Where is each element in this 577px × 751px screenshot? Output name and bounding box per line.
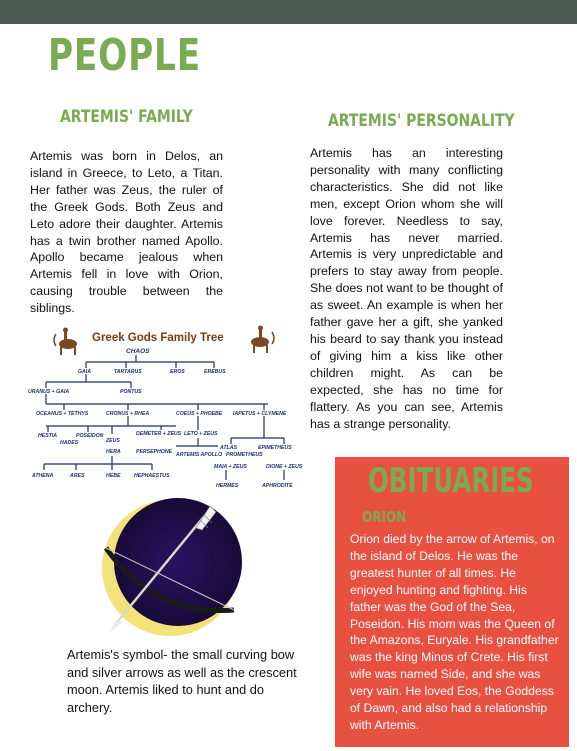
tree-node-iapetus-clymene: IAPETUS + CLYMENE bbox=[233, 411, 287, 417]
tree-node-aphrodite: APHRODITE bbox=[262, 483, 293, 489]
tree-node-hera: HERA bbox=[106, 449, 121, 455]
tree-node-ares: ARES bbox=[70, 473, 85, 479]
tree-node-eros: EROS bbox=[170, 369, 185, 375]
personality-text: Artemis has an interesting personality with many conflicting characteristics. She did not like men, except Orion whom she will love forever. Needless to say, Artemis has never married. Artemis is very unpredictable and prefers to stay away from people. She does not want to be thought of as sweet. An example is when her father gave her a gift, she yanked his beard to say thank you instead of giving him a kiss like other children might. As can be expected, she has no time for flattery. As you can see, Artemis has a strange personality. bbox=[310, 146, 503, 431]
obituaries-text: Orion died by the arrow of Artemis, on the island of Delos. He was the greatest hunter of all times. He enjoyed hunting and fighting. His father was the God of the Sea, Poseidon. His mom was the Queen of the Amazons, Euryale. His grandfather was the king Minos of Crete. His first wife was named Side, and she was very vain. He loved Eos, the Goddess of Dawn, and also had a relationship with Artemis. bbox=[350, 532, 559, 732]
tree-node-epimetheus: EPIMETHEUS bbox=[258, 445, 292, 451]
family-heading: ARTEMIS' FAMILY bbox=[60, 107, 193, 127]
tree-node-uranus-gaia: URANUS + GAIA bbox=[28, 389, 70, 395]
tree-node-zeus: ZEUS bbox=[106, 438, 120, 444]
tree-node-hephaestus: HEPHAESTUS bbox=[134, 473, 170, 479]
tree-node-persephone: PERSEPHONE bbox=[136, 449, 173, 455]
tree-node-maia-zeus: MAIA + ZEUS bbox=[214, 464, 247, 470]
obituaries-subtitle: ORION bbox=[362, 508, 407, 526]
tree-node-hebe: HEBE bbox=[106, 473, 121, 479]
tree-node-cronus-rhea: CRONUS + RHEA bbox=[106, 411, 150, 417]
tree-node-chaos: CHAOS bbox=[126, 348, 150, 355]
tree-node-hades: HADES bbox=[60, 440, 79, 446]
artemis-symbol-image bbox=[84, 498, 248, 638]
centaur-left-icon bbox=[54, 328, 77, 356]
tree-node-pontus: PONTUS bbox=[120, 389, 142, 395]
family-tree-image bbox=[26, 322, 303, 494]
tree-node-gaia: GAIA bbox=[78, 369, 91, 375]
tree-node-demeter-zeus: DEMETER + ZEUS bbox=[136, 431, 182, 437]
page-title: PEOPLE bbox=[48, 30, 201, 81]
tree-node-athena: ATHENA bbox=[32, 473, 54, 479]
family-tree-title: Greek Gods Family Tree bbox=[92, 332, 224, 344]
symbol-caption: Artemis's symbol- the small curving bow and silver arrows as well as the crescent moon. Artemis liked to hunt and do archery. bbox=[67, 647, 297, 715]
personality-heading: ARTEMIS' PERSONALITY bbox=[328, 111, 515, 131]
tree-node-tartarus: TARTARUS bbox=[114, 369, 142, 375]
tree-node-atlas: ATLAS bbox=[220, 445, 237, 451]
tree-node-oceanus-tethys: OCEANUS + TETHYS bbox=[36, 411, 89, 417]
tree-node-coeus-phoebe: COEUS + PHOEBE bbox=[176, 411, 223, 417]
tree-node-dione-zeus: DIONE + ZEUS bbox=[266, 464, 303, 470]
tree-node-leto-zeus: LETO + ZEUS bbox=[184, 431, 218, 437]
tree-node-erebus: EREBUS bbox=[204, 369, 226, 375]
tree-node-poseidon: POSEIDON bbox=[76, 433, 104, 439]
obituaries-title: OBITUARIES bbox=[368, 461, 534, 501]
family-text: Artemis was born in Delos, an island in Greece, to Leto, a Titan. Her father was Zeus, the ruler of the Greek Gods. Both Zeus and Leto adore their daughter. Artemis has a twin brother named Apollo. Apollo became jealous when Artemis fell in love with Orion, causing trouble between the siblings. bbox=[30, 149, 223, 316]
tree-node-prometheus: PROMETHEUS bbox=[226, 452, 263, 458]
centaur-right-icon bbox=[251, 326, 274, 354]
tree-node-hermes: HERMES bbox=[216, 483, 239, 489]
tree-node-artemis-apollo: ARTEMIS APOLLO bbox=[176, 452, 223, 458]
tree-node-hestia: HESTIA bbox=[38, 433, 58, 439]
top-bar bbox=[0, 0, 577, 24]
